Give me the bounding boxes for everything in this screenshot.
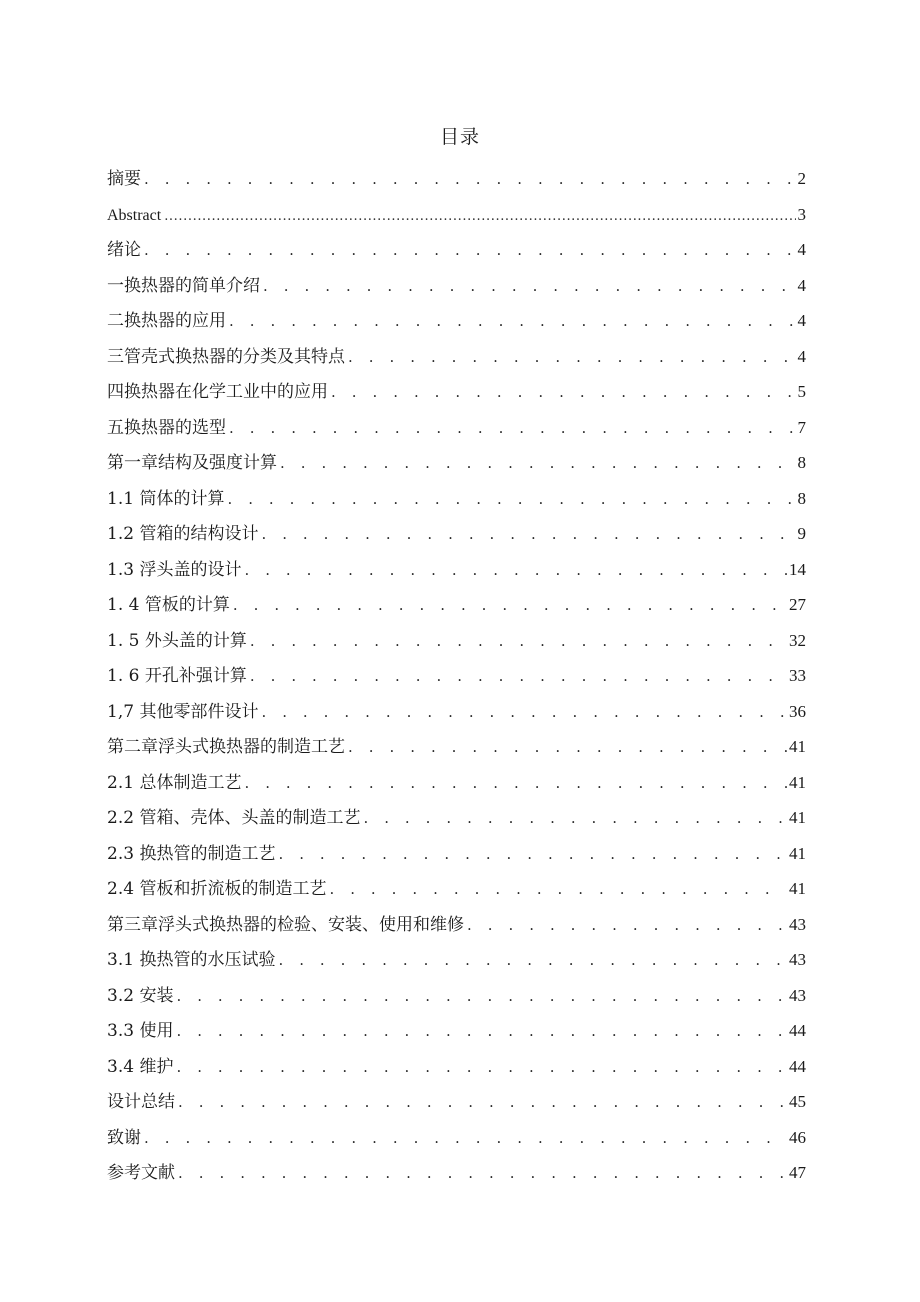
toc-entry-label: 1.3 浮头盖的设计: [107, 559, 242, 580]
toc-entry-section-3-3[interactable]: [107, 1013, 806, 1049]
toc-entry-label: 3.2 安装: [107, 985, 174, 1006]
toc-entry-page: 41: [789, 879, 806, 898]
toc-entry-section-1-7[interactable]: [107, 694, 806, 730]
toc-entry-label: 2.2 管箱、壳体、头盖的制造工艺: [107, 808, 361, 828]
toc-entry-page: 4: [797, 240, 806, 259]
toc-dot-leader: [263, 269, 796, 304]
toc-entry-chapter-2[interactable]: [107, 729, 806, 765]
toc-entry-label: 3.1 换热管的水压试验: [107, 950, 276, 970]
toc-entry-intro-section-3[interactable]: [107, 339, 806, 375]
toc-entry-section-1-1[interactable]: [107, 481, 806, 517]
toc-entry-label: 3.4 维护: [107, 1056, 174, 1077]
toc-entry-page: 9: [797, 524, 806, 543]
toc-entry-page: 41: [789, 808, 806, 827]
toc-entry-page: 2: [797, 169, 806, 188]
toc-dot-leader: [244, 553, 787, 588]
toc-entry-page: 41: [789, 772, 806, 792]
toc-entry-label: 一换热器的简单介绍: [107, 275, 260, 296]
toc-dot-leader: [233, 588, 787, 623]
toc-entry-page: 14: [789, 559, 806, 579]
toc-dot-leader: [178, 1156, 787, 1191]
toc-dot-leader: [348, 730, 787, 765]
toc-dot-leader: [176, 1050, 787, 1085]
toc-dot-leader: [278, 943, 787, 978]
toc-dot-leader: [280, 446, 796, 481]
toc-dot-leader: [250, 624, 787, 659]
toc-entry-label: 第一章结构及强度计算: [107, 453, 277, 473]
toc-dot-leader: [229, 304, 796, 339]
toc-entry-chapter-3[interactable]: [107, 907, 806, 943]
toc-entry-page: 43: [789, 914, 806, 934]
toc-entry-label: 致谢: [107, 1127, 141, 1148]
toc-dot-leader: [144, 1121, 787, 1156]
toc-dot-leader: [164, 199, 795, 233]
toc-entry-intro-section-5[interactable]: [107, 410, 806, 446]
toc-entry-label: 四换热器在化学工业中的应用: [107, 382, 328, 402]
toc-dot-leader: [227, 482, 795, 517]
toc-entry-section-3-2[interactable]: [107, 978, 806, 1014]
toc-entry-section-1-2[interactable]: [107, 516, 806, 552]
toc-entry-page: 41: [789, 843, 806, 863]
toc-entry-page: 36: [789, 701, 806, 721]
page-title: 目录: [439, 126, 480, 148]
toc-dot-leader: [144, 233, 796, 268]
toc-entry-section-1-3[interactable]: [107, 552, 806, 588]
toc-entry-page: 45: [789, 1092, 806, 1111]
toc-entry-label: 绪论: [107, 240, 141, 260]
toc-entry-intro-section-1[interactable]: [107, 268, 806, 304]
toc-entry-section-3-1[interactable]: [107, 942, 806, 978]
toc-entry-label: 设计总结: [107, 1092, 175, 1112]
toc-entry-label: 1,7 其他零部件设计: [107, 701, 259, 722]
toc-entry-page: 32: [789, 630, 806, 650]
toc-entry-page: 43: [789, 950, 806, 969]
toc-entry-section-1-5[interactable]: [107, 623, 806, 659]
toc-entry-intro-section-2[interactable]: [107, 303, 806, 339]
toc-entry-label: 1.2 管箱的结构设计: [107, 524, 259, 544]
toc-entry-label: 1. 5 外头盖的计算: [107, 630, 247, 651]
toc-entry-label: 五换热器的选型: [107, 417, 226, 438]
toc-entry-page: 41: [789, 737, 806, 756]
toc-dot-leader: [278, 837, 787, 872]
toc-entry-page: 44: [789, 1056, 806, 1076]
toc-entry-page: 7: [797, 417, 806, 437]
toc-entry-label: 第二章浮头式换热器的制造工艺: [107, 737, 345, 757]
toc-dot-leader: [329, 872, 787, 907]
toc-entry-label: 1. 4 管板的计算: [107, 595, 230, 615]
toc-entry-design-summary[interactable]: [107, 1084, 806, 1120]
toc-dot-leader: [261, 517, 795, 552]
toc-entry-section-2-1[interactable]: [107, 765, 806, 801]
toc-dot-leader: [178, 1085, 787, 1120]
toc-entry-chapter-1[interactable]: [107, 445, 806, 481]
toc-entry-page: 44: [789, 1021, 806, 1040]
toc-entry-label: 参考文献: [107, 1163, 175, 1183]
toc-dot-leader: [176, 979, 787, 1014]
toc-entry-intro-section-4[interactable]: [107, 374, 806, 410]
toc-dot-leader: [261, 695, 787, 730]
toc-dot-leader: [348, 340, 796, 375]
toc-entry-label: 3.3 使用: [107, 1021, 174, 1041]
toc-entry-label: 二换热器的应用: [107, 311, 226, 331]
toc-entry-page: 3: [797, 204, 806, 224]
toc-dot-leader: [176, 1014, 787, 1049]
toc-entry-page: 47: [789, 1163, 806, 1182]
toc-entry-label: 第三章浮头式换热器的检验、安装、使用和维修: [107, 914, 464, 935]
toc-entry-page: 33: [789, 666, 806, 685]
toc-dot-leader: [244, 766, 787, 801]
toc-entry-label: 2.4 管板和折流板的制造工艺: [107, 879, 327, 899]
toc-entry-section-1-4[interactable]: [107, 587, 806, 623]
toc-entry-label: 2.1 总体制造工艺: [107, 772, 242, 793]
toc-entry-acknowledgements[interactable]: [107, 1120, 806, 1156]
toc-entry-page: 46: [789, 1127, 806, 1147]
toc-dot-leader: [229, 411, 796, 446]
toc-entry-page: 4: [797, 346, 806, 366]
toc-entry-page: 4: [797, 275, 806, 295]
toc-entry-label: 2.3 换热管的制造工艺: [107, 843, 276, 864]
toc-dot-leader: [467, 908, 787, 943]
table-of-contents: [107, 161, 806, 1191]
toc-entry-section-1-6[interactable]: [107, 658, 806, 694]
toc-entry-references[interactable]: [107, 1155, 806, 1191]
toc-entry-label: 1.1 筒体的计算: [107, 488, 225, 509]
toc-entry-label: 三管壳式换热器的分类及其特点: [107, 346, 345, 367]
toc-entry-page: 5: [797, 382, 806, 401]
toc-entry-section-2-4[interactable]: [107, 871, 806, 907]
toc-dot-leader: [144, 162, 796, 197]
toc-entry-section-2-2[interactable]: [107, 800, 806, 836]
toc-dot-leader: [363, 801, 787, 836]
toc-entry-abstract-cn[interactable]: [107, 161, 806, 197]
toc-entry-section-2-3[interactable]: [107, 836, 806, 872]
toc-entry-section-3-4[interactable]: [107, 1049, 806, 1085]
toc-dot-leader: [250, 659, 787, 694]
toc-entry-label: 1. 6 开孔补强计算: [107, 666, 247, 686]
toc-entry-page: 4: [797, 311, 806, 330]
toc-entry-introduction[interactable]: [107, 232, 806, 268]
toc-entry-abstract-en[interactable]: [107, 197, 806, 233]
toc-entry-label: 摘要: [107, 169, 141, 189]
toc-dot-leader: [331, 375, 796, 410]
toc-entry-page: 27: [789, 595, 806, 614]
toc-entry-label: Abstract: [107, 206, 162, 224]
toc-entry-page: 8: [797, 488, 806, 508]
toc-entry-page: 8: [797, 453, 806, 472]
toc-entry-page: 43: [789, 985, 806, 1005]
